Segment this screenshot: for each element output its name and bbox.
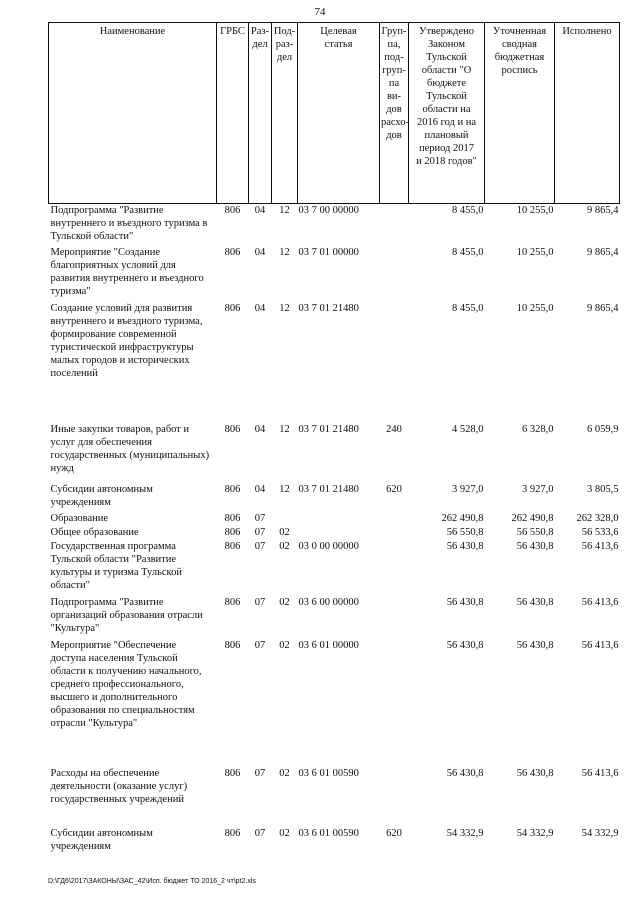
- table-row: [49, 767, 620, 827]
- row-approved: 56 430,8: [446, 540, 484, 552]
- header-vid: Груп- па, под- груп- па ви- дов расхо- дов: [380, 23, 409, 204]
- header-razdel: Раз- дел: [249, 23, 272, 204]
- row-executed: 9 865,4: [587, 205, 619, 216]
- row-executed: 56 533,6: [581, 526, 619, 538]
- header-approved: Утверждено Законом Тульской области "О бюджете Тульской области на 2016 год и на плановый период 2017 и 2018 годов": [409, 23, 485, 204]
- row-grbs: 806: [224, 827, 241, 839]
- row-approved: 56 430,8: [446, 767, 484, 779]
- row-executed: 9 865,4: [587, 302, 619, 314]
- row-vid: [380, 246, 409, 302]
- row-refined: 262 490,8: [511, 512, 554, 524]
- row-vid: [380, 540, 409, 596]
- row-statya: [298, 512, 380, 526]
- row-name: Мероприятие "Создание благоприятных условий для развития внутреннего и въездного туризма": [50, 246, 204, 297]
- row-statya: 03 7 00 00000: [298, 205, 359, 216]
- file-path-footer: D:\ГД6\2017\ЗАКОНЫ\ЗАС_42\Исп. бюджет ТО 2016_2 чт\pt2.xls: [48, 878, 256, 885]
- header-podrazdel: Под- раз- дел: [272, 23, 298, 204]
- row-executed: 56 413,6: [581, 540, 619, 552]
- row-statya: 03 0 00 00000: [298, 540, 359, 552]
- row-grbs: 806: [224, 596, 241, 608]
- header-row: [49, 23, 620, 204]
- row-razdel: 04: [254, 302, 266, 314]
- header-grbs: ГРБС: [217, 23, 249, 204]
- row-vid: [380, 639, 409, 767]
- page-number: 74: [314, 6, 326, 18]
- row-name: Мероприятие "Обеспечение доступа населения Тульской области к получению начального, среднего профессионального, высшего и дополнительного образования по специальностям отрасли "Культура": [50, 639, 202, 729]
- row-refined: 10 255,0: [516, 246, 554, 258]
- row-statya: 03 6 00 00000: [298, 596, 359, 608]
- row-grbs: 806: [224, 512, 241, 524]
- row-executed: 54 332,9: [581, 827, 619, 839]
- header-refined: Уточненная сводная бюджетная роспись: [485, 23, 555, 204]
- row-grbs: 806: [224, 205, 241, 216]
- row-grbs: 806: [224, 423, 241, 435]
- row-approved: 8 455,0: [452, 246, 484, 258]
- row-statya: 03 6 01 00590: [298, 767, 359, 779]
- table-row: [49, 596, 620, 639]
- row-refined: 6 328,0: [522, 423, 554, 435]
- row-executed: 262 328,0: [576, 512, 619, 524]
- row-razdel: 04: [254, 483, 266, 495]
- budget-table: [48, 22, 620, 855]
- row-approved: 54 332,9: [446, 827, 484, 839]
- row-razdel: 07: [254, 526, 266, 538]
- row-statya: 03 7 01 21480: [298, 302, 359, 314]
- row-statya: 03 6 01 00000: [298, 639, 359, 651]
- row-grbs: 806: [224, 526, 241, 538]
- table-row: [49, 302, 620, 423]
- row-podrazdel: 02: [279, 526, 290, 538]
- table-row: [49, 827, 620, 855]
- row-razdel: 04: [254, 205, 266, 216]
- row-grbs: 806: [224, 302, 241, 314]
- row-name: Образование: [50, 512, 109, 524]
- row-razdel: 07: [254, 827, 266, 839]
- row-podrazdel: 02: [279, 767, 290, 779]
- row-vid: [380, 204, 409, 246]
- row-refined: 54 332,9: [516, 827, 554, 839]
- row-podrazdel: 12: [279, 423, 290, 435]
- row-grbs: 806: [224, 639, 241, 651]
- row-vid: [380, 767, 409, 827]
- row-name: Иные закупки товаров, работ и услуг для обеспечения государственных (муниципальных) нужд: [50, 423, 210, 474]
- header-statya: Целевая статья: [298, 23, 380, 204]
- row-executed: 6 059,9: [587, 423, 619, 435]
- row-name: Субсидии автономным учреждениям: [50, 483, 153, 508]
- row-grbs: 806: [224, 246, 241, 258]
- row-razdel: 07: [254, 639, 266, 651]
- row-name: Общее образование: [50, 526, 139, 538]
- row-podrazdel: 12: [279, 483, 290, 495]
- row-razdel: 04: [254, 423, 266, 435]
- table-row: [49, 246, 620, 302]
- row-podrazdel: 02: [279, 639, 290, 651]
- row-refined: 56 430,8: [516, 540, 554, 552]
- row-podrazdel: 12: [279, 205, 290, 216]
- row-vid: [380, 512, 409, 526]
- table-row: [49, 204, 620, 246]
- table-row: [49, 423, 620, 483]
- row-podrazdel: 12: [279, 246, 290, 258]
- row-vid: [380, 596, 409, 639]
- row-refined: 3 927,0: [522, 483, 554, 495]
- row-refined: 56 430,8: [516, 596, 554, 608]
- row-approved: 262 490,8: [441, 512, 484, 524]
- row-approved: 56 430,8: [446, 639, 484, 651]
- row-name: Субсидии автономным учреждениям: [50, 827, 153, 852]
- row-vid: [380, 302, 409, 423]
- row-podrazdel: 02: [279, 596, 290, 608]
- row-refined: 10 255,0: [516, 302, 554, 314]
- row-refined: 56 430,8: [516, 639, 554, 651]
- table-row: [49, 540, 620, 596]
- row-executed: 56 413,6: [581, 767, 619, 779]
- row-vid: 240: [386, 423, 402, 435]
- row-grbs: 806: [224, 483, 241, 495]
- table-row: [49, 639, 620, 767]
- row-podrazdel: [272, 512, 298, 526]
- row-statya: 03 7 01 00000: [298, 246, 359, 258]
- header-name: Наименование: [49, 23, 217, 204]
- row-executed: 56 413,6: [581, 596, 619, 608]
- row-refined: 10 255,0: [516, 205, 554, 216]
- row-razdel: 07: [254, 512, 266, 524]
- row-grbs: 806: [224, 767, 241, 779]
- row-name: Создание условий для развития внутреннего и въездного туризма, формирование современной туристической инфраструктуры малых городов и исторических поселений: [50, 302, 203, 379]
- row-statya: 03 6 01 00590: [298, 827, 359, 839]
- row-podrazdel: 02: [279, 827, 290, 839]
- row-refined: 56 550,8: [516, 526, 554, 538]
- row-approved: 8 455,0: [452, 205, 484, 216]
- row-name: Подпрограмма "Развитие организаций образования отрасли "Культура": [50, 596, 203, 634]
- row-grbs: 806: [224, 540, 241, 552]
- row-podrazdel: 12: [279, 302, 290, 314]
- row-approved: 56 430,8: [446, 596, 484, 608]
- row-name: Подпрограмма "Развитие внутреннего и въездного туризма в Тульской области": [50, 205, 208, 242]
- row-executed: 56 413,6: [581, 639, 619, 651]
- row-statya: [298, 526, 380, 540]
- table-row: [49, 526, 620, 540]
- row-statya: 03 7 01 21480: [298, 483, 359, 495]
- row-razdel: 07: [254, 596, 266, 608]
- header-executed: Исполнено: [555, 23, 620, 204]
- row-approved: 56 550,8: [446, 526, 484, 538]
- table-row: [49, 483, 620, 512]
- row-podrazdel: 02: [279, 540, 290, 552]
- row-refined: 56 430,8: [516, 767, 554, 779]
- row-vid: 620: [386, 483, 402, 495]
- row-name: Расходы на обеспечение деятельности (оказание услуг) государственных учреждений: [50, 767, 188, 805]
- row-approved: 8 455,0: [452, 302, 484, 314]
- row-razdel: 07: [254, 767, 266, 779]
- row-approved: 4 528,0: [452, 423, 484, 435]
- row-statya: 03 7 01 21480: [298, 423, 359, 435]
- row-approved: 3 927,0: [452, 483, 484, 495]
- row-vid: 620: [386, 827, 402, 839]
- row-executed: 3 805,5: [587, 483, 619, 495]
- table-row: [49, 512, 620, 526]
- row-razdel: 04: [254, 246, 266, 258]
- row-razdel: 07: [254, 540, 266, 552]
- row-vid: [380, 526, 409, 540]
- row-executed: 9 865,4: [587, 246, 619, 258]
- row-name: Государственная программа Тульской области "Развитие культуры и туризма Тульской области": [50, 540, 182, 591]
